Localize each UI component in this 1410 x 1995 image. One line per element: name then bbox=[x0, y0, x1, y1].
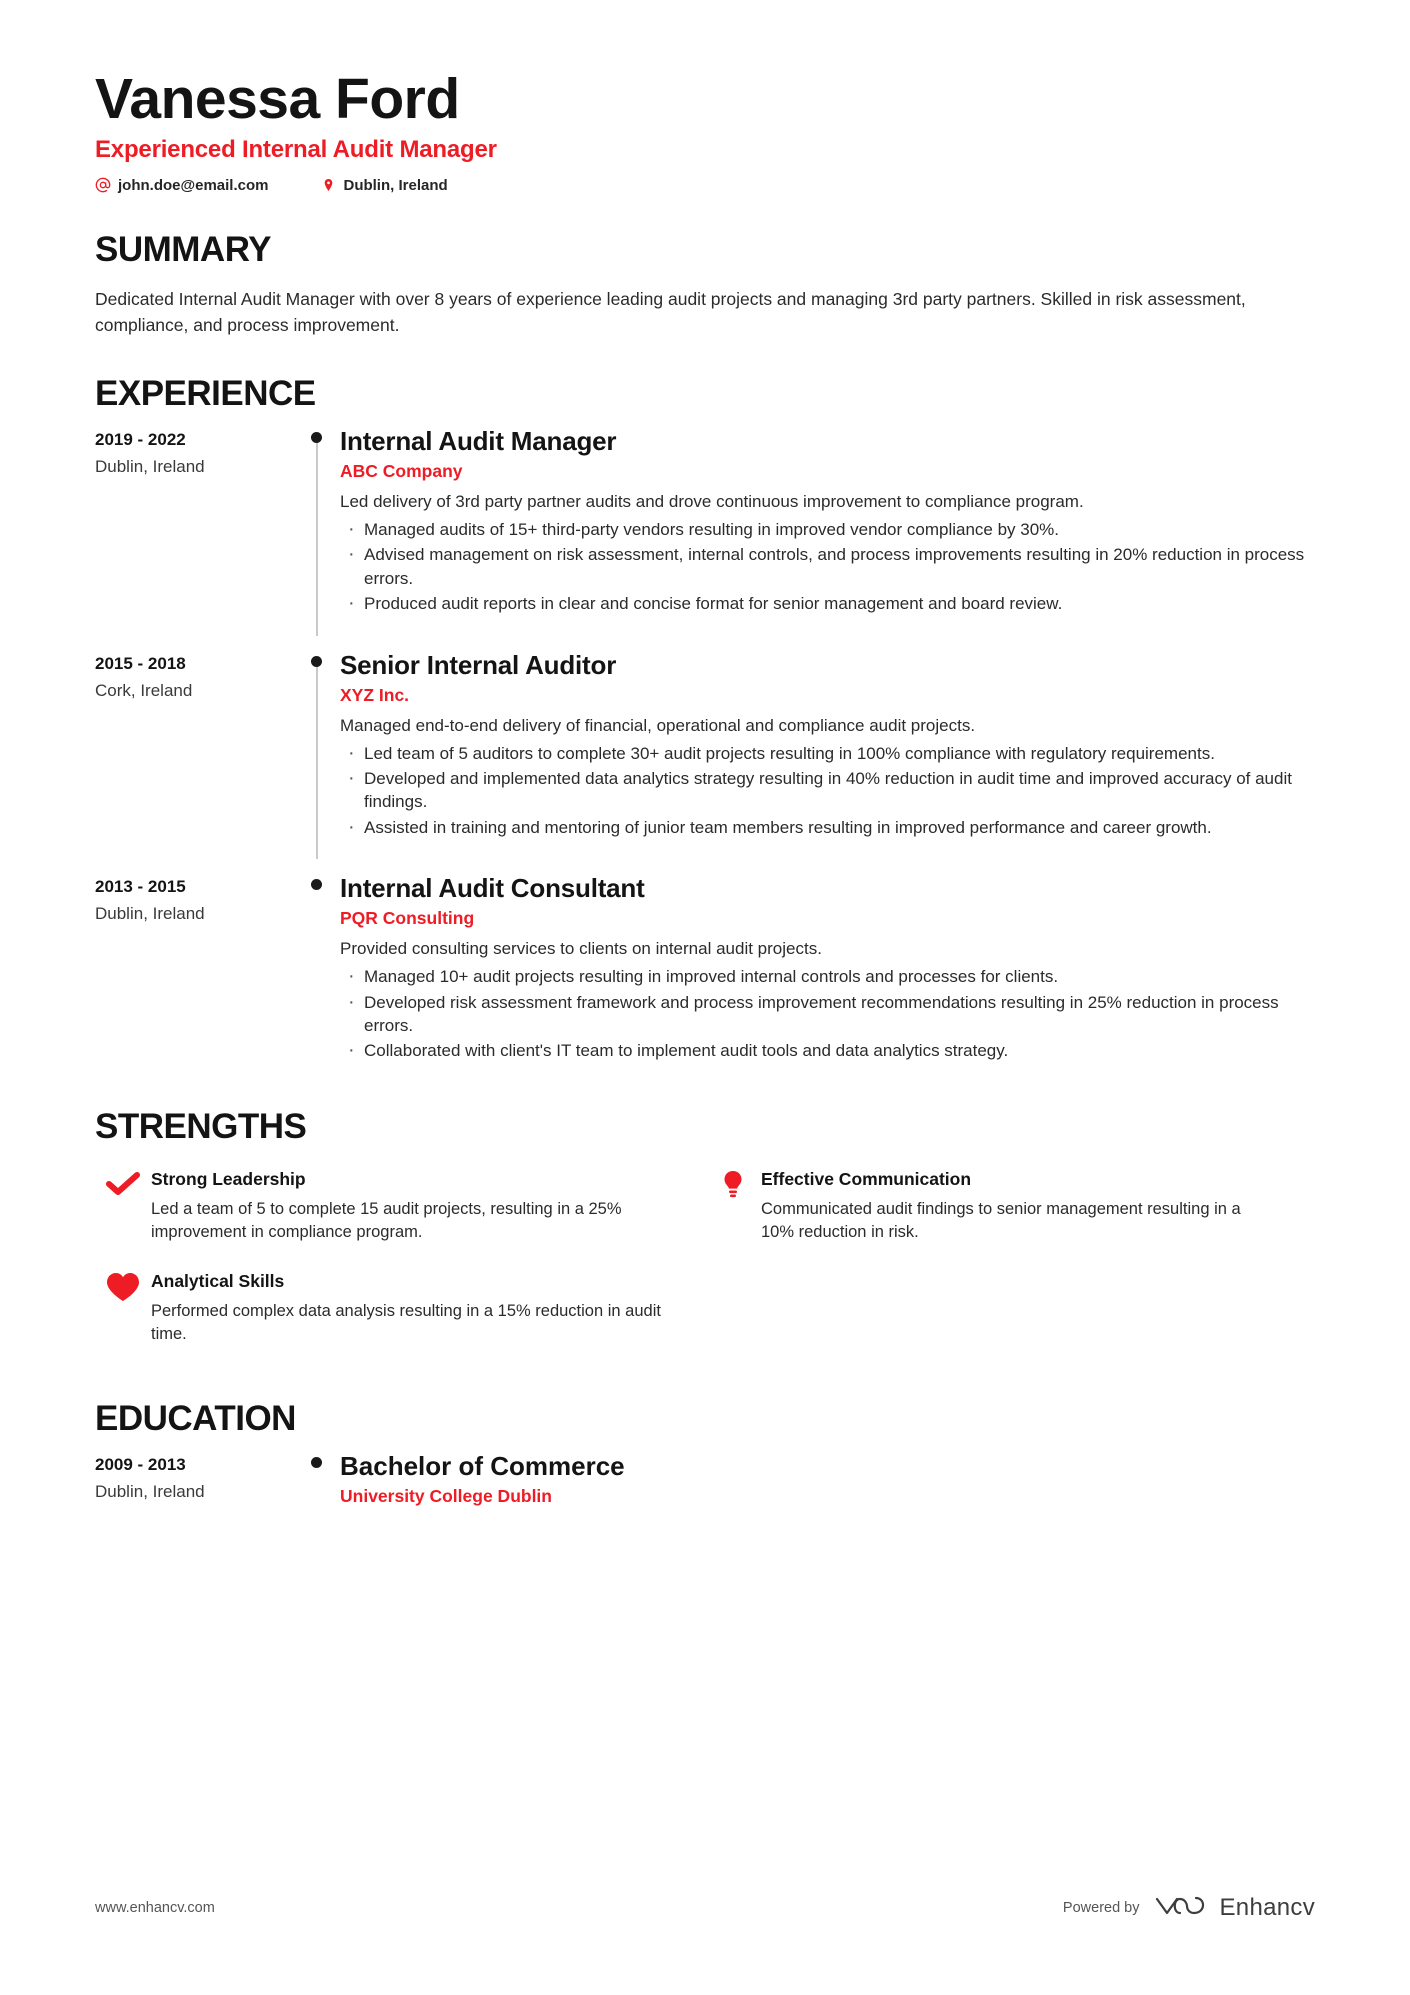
summary-section bbox=[95, 230, 1315, 338]
strength-text: Performed complex data analysis resulting in a 15% reduction in audit time. bbox=[151, 1301, 661, 1344]
education-section-title: EDUCATION bbox=[95, 1398, 296, 1438]
strength-item bbox=[95, 1261, 705, 1363]
job-bullet: · Managed audits of 15+ third-party vendors resulting in improved vendor compliance by 30%. bbox=[340, 518, 1315, 541]
experience-section-title: EXPERIENCE bbox=[95, 374, 316, 414]
experience-entry bbox=[95, 426, 1315, 624]
entry-dates: 2015 - 2018 bbox=[95, 653, 186, 673]
timeline-dot bbox=[311, 432, 322, 443]
job-description: Provided consulting services to clients on internal audit projects. bbox=[340, 939, 822, 959]
entry-body bbox=[340, 1451, 1315, 1507]
entry-meta bbox=[95, 1451, 295, 1507]
experience-section bbox=[95, 374, 1315, 1071]
resume-header bbox=[95, 67, 1315, 194]
contact-location bbox=[320, 177, 447, 194]
entry-dates: 2019 - 2022 bbox=[95, 430, 186, 450]
education-section bbox=[95, 1399, 1315, 1513]
entry-location: Dublin, Ireland bbox=[95, 457, 205, 477]
experience-timeline bbox=[95, 426, 1315, 1071]
job-bullet: · Developed and implemented data analytics strategy resulting in 40% reduction in audit time and improved accuracy of audit findings. bbox=[340, 767, 1315, 814]
job-title: Senior Internal Auditor bbox=[340, 649, 617, 680]
entry-dates: 2013 - 2015 bbox=[95, 877, 186, 897]
job-bullet: · Produced audit reports in clear and concise format for senior management and board review. bbox=[340, 592, 1315, 615]
strength-title: Strong Leadership bbox=[151, 1168, 306, 1189]
job-title: Internal Audit Manager bbox=[340, 426, 617, 457]
strength-body bbox=[151, 1271, 665, 1347]
strength-item bbox=[705, 1159, 1315, 1261]
heart-icon bbox=[95, 1271, 151, 1347]
timeline-rail bbox=[295, 873, 340, 1065]
strength-title: Effective Communication bbox=[761, 1168, 972, 1189]
job-bullet: · Assisted in training and mentoring of junior team members resulting in improved performance and career growth. bbox=[340, 816, 1315, 839]
candidate-role: Experienced Internal Audit Manager bbox=[95, 135, 497, 163]
strengths-section-title: STRENGTHS bbox=[95, 1106, 307, 1146]
experience-entry bbox=[95, 650, 1315, 848]
school-name: University College Dublin bbox=[340, 1485, 552, 1506]
job-bullet: · Collaborated with client's IT team to implement audit tools and data analytics strategy. bbox=[340, 1039, 1315, 1062]
summary-text: Dedicated Internal Audit Manager with over 8 years of experience leading audit projects and managing 3rd party partners. Skilled in risk assessment, compliance, and process improvement. bbox=[95, 289, 1246, 335]
timeline-dot bbox=[311, 1457, 322, 1468]
enhancv-logo-icon bbox=[1154, 1893, 1206, 1923]
footer-branding bbox=[1063, 1893, 1315, 1923]
job-bullets bbox=[340, 518, 1315, 616]
strength-body bbox=[151, 1169, 665, 1245]
job-bullets bbox=[340, 965, 1315, 1063]
degree-title: Bachelor of Commerce bbox=[340, 1450, 625, 1481]
job-description: Led delivery of 3rd party partner audits and drove continuous improvement to compliance program. bbox=[340, 492, 1084, 512]
powered-by-label: Powered by bbox=[1062, 1900, 1140, 1916]
education-timeline bbox=[95, 1451, 1315, 1513]
email-text: john.doe@email.com bbox=[118, 176, 269, 194]
entry-body bbox=[340, 426, 1315, 618]
entry-dates: 2009 - 2013 bbox=[95, 1454, 186, 1474]
company-name: ABC Company bbox=[340, 461, 463, 482]
contact-row bbox=[95, 177, 1315, 194]
company-name: XYZ Inc. bbox=[340, 684, 410, 705]
job-bullet: · Advised management on risk assessment, internal controls, and process improvements resulting in 20% reduction in process errors. bbox=[340, 543, 1315, 590]
candidate-name: Vanessa Ford bbox=[95, 67, 460, 131]
at-icon bbox=[95, 177, 111, 193]
footer-website[interactable]: www.enhancv.com bbox=[95, 1900, 215, 1916]
enhancv-wordmark: Enhancv bbox=[1219, 1894, 1315, 1921]
strengths-grid bbox=[95, 1159, 1315, 1363]
summary-section-title: SUMMARY bbox=[95, 229, 272, 269]
timeline-line bbox=[316, 436, 318, 636]
timeline-rail bbox=[295, 1451, 340, 1507]
page-footer bbox=[95, 1893, 1315, 1923]
strength-title: Analytical Skills bbox=[151, 1270, 285, 1291]
job-bullet: · Developed risk assessment framework and process improvement recommendations resulting in 25% reduction in process errors. bbox=[340, 991, 1315, 1038]
job-bullet: · Managed 10+ audit projects resulting in improved internal controls and processes for clients. bbox=[340, 965, 1315, 988]
check-mark-icon bbox=[95, 1169, 151, 1245]
lightbulb-icon bbox=[705, 1169, 761, 1245]
entry-body bbox=[340, 650, 1315, 842]
entry-meta bbox=[95, 873, 295, 1065]
location-text: Dublin, Ireland bbox=[343, 176, 448, 194]
entry-meta bbox=[95, 650, 295, 842]
timeline-dot bbox=[311, 656, 322, 667]
map-pin-icon bbox=[320, 177, 336, 193]
entry-location: Cork, Ireland bbox=[95, 680, 193, 700]
contact-email[interactable] bbox=[95, 177, 268, 194]
strength-body bbox=[761, 1169, 1275, 1245]
strength-text: Communicated audit findings to senior management resulting in a 10% reduction in risk. bbox=[761, 1199, 1241, 1242]
strength-item bbox=[95, 1159, 705, 1261]
job-title: Internal Audit Consultant bbox=[340, 873, 645, 904]
education-entry bbox=[95, 1451, 1315, 1513]
experience-entry bbox=[95, 873, 1315, 1071]
entry-location: Dublin, Ireland bbox=[95, 1481, 205, 1501]
job-description: Managed end-to-end delivery of financial, operational and compliance audit projects. bbox=[340, 715, 976, 735]
entry-location: Dublin, Ireland bbox=[95, 904, 205, 924]
timeline-rail bbox=[295, 426, 340, 618]
job-bullets bbox=[340, 742, 1315, 840]
entry-meta bbox=[95, 426, 295, 618]
timeline-dot bbox=[311, 879, 322, 890]
entry-body bbox=[340, 873, 1315, 1065]
company-name: PQR Consulting bbox=[340, 908, 475, 929]
strength-text: Led a team of 5 to complete 15 audit projects, resulting in a 25% improvement in compliance program. bbox=[151, 1199, 622, 1242]
strengths-section bbox=[95, 1107, 1315, 1363]
timeline-line bbox=[316, 660, 318, 860]
job-bullet: · Led team of 5 auditors to complete 30+ audit projects resulting in 100% compliance with regulatory requirements. bbox=[340, 742, 1315, 765]
timeline-rail bbox=[295, 650, 340, 842]
